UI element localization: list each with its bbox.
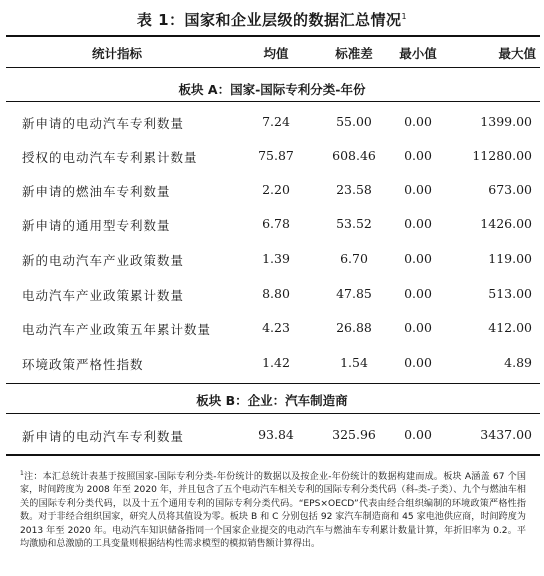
cell-min: 0.00 [404,251,432,266]
cell-mean: 75.87 [258,148,294,163]
table-title: 表 1：国家和企业层级的数据汇总情况$^1$ [136,11,408,29]
cell-min: 0.00 [404,427,432,442]
table-row [0,216,544,236]
row-label: 授权的电动汽车专利累计数量 [22,150,198,165]
cell-min: 0.00 [404,320,432,335]
table-footnote: $^1$注：本汇总统计表基于按照国家-国际专利分类-年份统计的数据以及按企业-年份统计的数据构建而成。板块 A涵盖 67 个国家，时间跨度为 2008 年至 2020 年，并且包含了五个电动汽车相关专利的国际专利分类代码（科-类-子类）、九个与燃油车相关的国际专利分类代码，以及十五个通用专利的国际专利分类代码。“EPS×OECD”代表由经合组织编制的环境政策严格性指数。对于非经合组织国家，研究人员将其值设为零。板块 B 和 C 分别包括 92 家汽车制造商和 45 家电池供应商，时间跨度为 2013 年至 2020 年。电动汽车知识储备指同一个国家企业提交的电动汽车与燃油车专利累计数量计算，年折旧率为 0.2。平均激励和总激励的工具变量则根据结构性需求模型的模拟销售额计算得出。 [20,470,526,550]
cell-max: 119.00 [488,251,532,266]
cell-min: 0.00 [404,286,432,301]
cell-min: 0.00 [404,182,432,197]
header-max: 最大值 [498,46,536,61]
panel-b-rule [6,413,540,414]
header-rule [6,67,540,68]
cell-mean: 1.42 [262,355,290,370]
cell-min: 0.00 [404,216,432,231]
cell-sd: 6.70 [340,251,368,266]
row-label: 电动汽车产业政策累计数量 [22,288,185,303]
cell-min: 0.00 [404,148,432,163]
cell-max: 11280.00 [472,148,532,163]
table-row [0,251,544,271]
table-row [0,182,544,202]
cell-sd: 53.52 [336,216,372,231]
cell-max: 513.00 [488,286,532,301]
panel-b-heading: 板块 B：企业：汽车制造商 [196,393,348,408]
cell-mean: 93.84 [258,427,294,442]
cell-max: 673.00 [488,182,532,197]
row-label: 新的电动汽车产业政策数量 [22,253,185,268]
cell-sd: 26.88 [336,320,372,335]
table-row [0,114,544,134]
cell-mean: 4.23 [262,320,290,335]
header-mean: 均值 [263,46,289,61]
bottom-rule [6,454,540,456]
cell-max: 1399.00 [480,114,532,129]
cell-sd: 325.96 [332,427,376,442]
header-min: 最小值 [399,46,437,61]
cell-mean: 6.78 [262,216,290,231]
cell-max: 3437.00 [480,427,532,442]
cell-sd: 47.85 [336,286,372,301]
panel-b-top-rule [6,383,540,384]
cell-max: 412.00 [488,320,532,335]
cell-mean: 8.80 [262,286,290,301]
cell-mean: 7.24 [262,114,290,129]
panel-a-heading: 板块 A：国家-国际专利分类-年份 [178,82,366,97]
table-row [0,148,544,168]
row-label: 环境政策严格性指数 [22,357,144,372]
panel-a-rule [6,101,540,102]
cell-sd: 23.58 [336,182,372,197]
row-label: 电动汽车产业政策五年累计数量 [22,322,212,337]
top-rule [6,35,540,37]
table-row [0,320,544,340]
table-row [0,286,544,306]
cell-mean: 1.39 [262,251,290,266]
table-row [0,427,544,447]
table-row [0,355,544,375]
header-indicator: 统计指标 [92,46,143,61]
row-label: 新申请的通用型专利数量 [22,218,171,233]
cell-sd: 608.46 [332,148,376,163]
cell-sd: 1.54 [340,355,368,370]
cell-min: 0.00 [404,355,432,370]
row-label: 新申请的电动汽车专利数量 [22,429,185,444]
cell-sd: 55.00 [336,114,372,129]
cell-max: 4.89 [504,355,532,370]
row-label: 新申请的燃油车专利数量 [22,184,171,199]
cell-mean: 2.20 [262,182,290,197]
cell-max: 1426.00 [480,216,532,231]
cell-min: 0.00 [404,114,432,129]
header-sd: 标准差 [335,46,373,61]
row-label: 新申请的电动汽车专利数量 [22,116,185,131]
